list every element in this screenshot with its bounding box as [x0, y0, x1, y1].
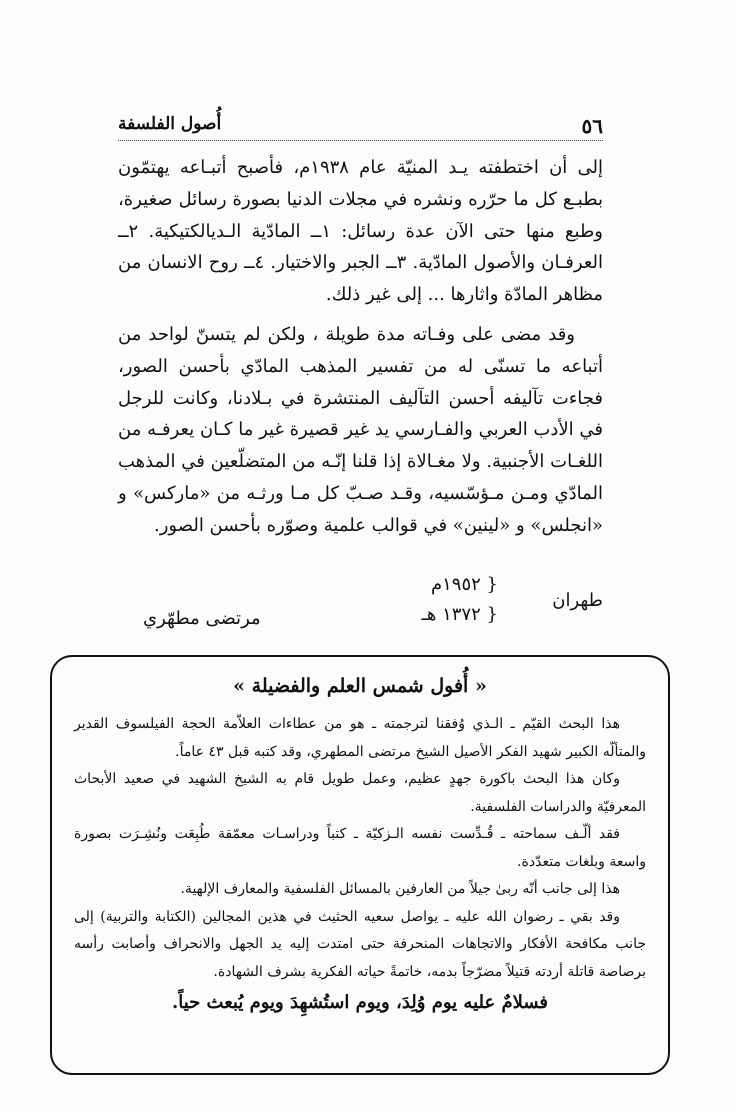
signature-dates — [378, 570, 498, 630]
date-hijri: { ١٣٧٢ هـ — [421, 604, 498, 625]
memorial-box — [50, 655, 670, 1075]
book-title: أُصول الفلسفة — [118, 114, 222, 134]
main-text — [118, 152, 603, 542]
signature-city: طهران — [552, 590, 603, 611]
memorial-paragraph: وقد بقي ـ رضوان الله عليه ـ يواصل سعيه الحثيث في هذين المجالين (الكتابة والتربية) إلى جانب مكافحة الأفكار والاتجاهات المنحرفة حتى امتدت إليه يد الجهل والانحراف وأصابت رأسه برصاصة قاتلة أردته قتيلاً مضرّجاً بدمه، خاتمةً حياته الفكرية بشرف الشهادة. — [74, 908, 646, 980]
paragraph-1: إلى أن اختطفته يـد المنيّة عام ١٩٣٨م، فأصبح أتبـاعه يهتمّون بطبـع كل ما حرّره ونشره في مجلات الدنيا بصورة رسائل صغيرة، وطبع منها حتى الآن عدة رسائل: ١ــ المادّية الـديالكتيكية. ٢ــ العرفـان والأصول المادّية. ٣ــ الجبر والاختيار. ٤ــ روح الانسان من مظاهر المادّة واثارها ... إلى غير ذلك. — [118, 157, 604, 306]
memorial-closing: فسلامٌ عليه يوم وُلِدَ، ويوم استُشهِدَ ويوم يُبعث حياً. — [171, 992, 549, 1013]
date-gregorian: { ١٩٥٢م — [430, 574, 498, 595]
signature-block — [118, 570, 603, 650]
memorial-text — [74, 711, 646, 986]
paragraph-2: وقد مضى على وفـاته مدة طويلة ، ولكن لم يتسنّ لواحد من أتباعه ما تسنّى له من تفسير المذهب المادّي بأحسن الصور، فجاءت تآليفه أحسن التآليف المنتشرة في بـلادنا، وكانت للرجل في الأدب العربي والفـارسي يد غير قصيرة غير ما كـان يعرفـه من اللغـات الأجنبية. ولا مغـالاة إذا قلنا إنّـه من المتضلّعين في المذهب المادّي ومـن مـؤسّسيه، وقـد صـبّ كل مـا ورثـه من «ماركس» و «انجلس» و «لينين» في قوالب علمية وصوّره بأحسن الصور. — [118, 323, 603, 536]
memorial-paragraph: هذا إلى جانب أنّه ربىٰ جيلاً من العارفين بالمسائل الفلسفية والمعارف الإلهية. — [180, 881, 620, 897]
memorial-paragraph: وكان هذا البحث باكورة جهدٍ عظيم، وعمل طويل قام به الشيخ الشهيد في صعيد الأبحاث المعرفيّة والدراسات الفلسفية. — [74, 771, 646, 815]
signature-author: مرتضى مطهّري — [143, 608, 261, 629]
memorial-paragraph: هذا البحث القيّم ـ الـذي وُفقنا لترجمته ـ هو من عطاءات العلاّمة الحجة الفيلسوف القدير والمتألّه الكبير شهيد الفكر الأصيل الشيخ مرتضى المطهري، وقد كتبه قبل ٤٣ عاماً. — [74, 716, 646, 760]
page-number: ٥٦ — [581, 114, 603, 138]
memorial-paragraph: فقد ألّـف سماحته ـ قُـدِّست نفسه الـزكيّة ـ كتباً ودراسـات معمّقة طُبِعَت ونُشِـرَت بصورة واسعة وبلغات متعدّدة. — [74, 826, 646, 870]
memorial-title: « أُفول شمس العلم والفضيلة » — [233, 675, 487, 697]
running-header — [118, 112, 603, 141]
